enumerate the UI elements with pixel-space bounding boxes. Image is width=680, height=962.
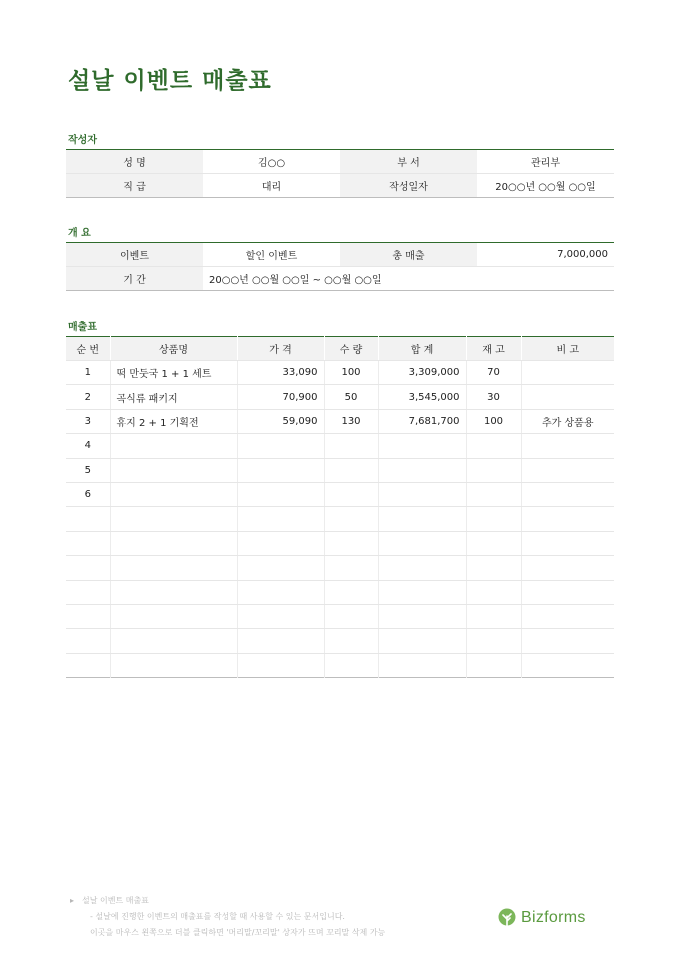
cell-no[interactable]: 3 xyxy=(66,409,110,433)
cell-quantity[interactable] xyxy=(324,507,378,531)
cell-stock[interactable] xyxy=(466,604,521,628)
document-title: 설날 이벤트 매출표 xyxy=(68,68,272,94)
header-note: 비 고 xyxy=(521,337,614,361)
department-label: 부 서 xyxy=(340,150,477,174)
cell-quantity[interactable] xyxy=(324,556,378,580)
author-table xyxy=(66,149,614,198)
table-row xyxy=(66,434,614,458)
overview-section-label: 개 요 xyxy=(68,228,91,239)
table-row xyxy=(66,361,614,385)
cell-price[interactable] xyxy=(237,507,324,531)
footer-line-1: 설날 이벤트 매출표 xyxy=(82,896,149,905)
cell-total[interactable] xyxy=(378,629,466,653)
author-section-label: 작성자 xyxy=(68,135,97,146)
cell-note[interactable] xyxy=(521,507,614,531)
cell-stock[interactable] xyxy=(466,556,521,580)
header-no: 순 번 xyxy=(66,337,110,361)
table-row xyxy=(66,409,614,433)
table-row xyxy=(66,629,614,653)
cell-note[interactable] xyxy=(521,458,614,482)
cell-no[interactable] xyxy=(66,580,110,604)
cell-total[interactable] xyxy=(378,434,466,458)
cell-note[interactable]: 추가 상품용 xyxy=(521,409,614,433)
cell-price[interactable] xyxy=(237,434,324,458)
cell-total[interactable] xyxy=(378,507,466,531)
cell-stock[interactable] xyxy=(466,482,521,506)
cell-price[interactable]: 70,900 xyxy=(237,385,324,409)
cell-quantity[interactable]: 130 xyxy=(324,409,378,433)
cell-note[interactable] xyxy=(521,556,614,580)
table-row xyxy=(66,556,614,580)
cell-note[interactable] xyxy=(521,361,614,385)
total-sales-label: 총 매출 xyxy=(340,243,477,267)
cell-stock[interactable] xyxy=(466,434,521,458)
cell-total[interactable] xyxy=(378,580,466,604)
cell-no[interactable]: 5 xyxy=(66,458,110,482)
cell-total[interactable]: 3,309,000 xyxy=(378,361,466,385)
cell-total[interactable] xyxy=(378,556,466,580)
cell-quantity[interactable] xyxy=(324,482,378,506)
cell-note[interactable] xyxy=(521,580,614,604)
cell-no[interactable] xyxy=(66,556,110,580)
cell-note[interactable] xyxy=(521,531,614,555)
cell-product[interactable]: 떡 만둣국 1 + 1 세트 xyxy=(110,361,237,385)
cell-quantity[interactable] xyxy=(324,580,378,604)
table-row xyxy=(66,580,614,604)
cell-price[interactable] xyxy=(237,604,324,628)
cell-price[interactable] xyxy=(237,629,324,653)
cell-stock[interactable] xyxy=(466,507,521,531)
bizforms-logo xyxy=(497,908,586,928)
cell-price[interactable] xyxy=(237,531,324,555)
header-stock: 재 고 xyxy=(466,337,521,361)
cell-product[interactable] xyxy=(110,556,237,580)
date-label: 작성일자 xyxy=(340,174,477,198)
cell-price[interactable]: 33,090 xyxy=(237,361,324,385)
cell-stock[interactable] xyxy=(466,531,521,555)
cell-price[interactable] xyxy=(237,458,324,482)
cell-price[interactable] xyxy=(237,580,324,604)
cell-product[interactable] xyxy=(110,604,237,628)
cell-note[interactable] xyxy=(521,434,614,458)
cell-note[interactable] xyxy=(521,604,614,628)
date-value[interactable]: 20○○년 ○○월 ○○일 xyxy=(495,182,596,193)
cell-no[interactable]: 6 xyxy=(66,482,110,506)
cell-product[interactable] xyxy=(110,653,237,677)
cell-note[interactable] xyxy=(521,385,614,409)
cell-no[interactable] xyxy=(66,531,110,555)
footer-notes xyxy=(70,893,385,941)
cell-stock[interactable] xyxy=(466,580,521,604)
position-value[interactable]: 대리 xyxy=(261,182,282,193)
cell-no[interactable]: 2 xyxy=(66,385,110,409)
period-label: 기 간 xyxy=(66,267,203,291)
cell-total[interactable] xyxy=(378,482,466,506)
cell-product[interactable] xyxy=(110,507,237,531)
sales-section-label: 매출표 xyxy=(68,322,97,333)
cell-product[interactable] xyxy=(110,434,237,458)
sales-table xyxy=(66,336,614,678)
name-label: 성 명 xyxy=(66,150,203,174)
cell-total[interactable] xyxy=(378,604,466,628)
sales-header-row xyxy=(66,337,614,361)
cell-stock[interactable] xyxy=(466,629,521,653)
cell-product[interactable]: 휴지 2 + 1 기획전 xyxy=(110,409,237,433)
header-price: 가 격 xyxy=(237,337,324,361)
cell-total[interactable] xyxy=(378,531,466,555)
cell-product[interactable] xyxy=(110,458,237,482)
name-value[interactable]: 김○○ xyxy=(203,150,340,174)
footer-line-2: - 설날에 진행한 이벤트의 매출표를 작성할 때 사용할 수 있는 문서입니다. xyxy=(90,912,345,921)
cell-product[interactable] xyxy=(110,580,237,604)
cell-quantity[interactable] xyxy=(324,531,378,555)
table-row xyxy=(66,531,614,555)
total-sales-value[interactable]: 7,000,000 xyxy=(477,243,614,267)
cell-note[interactable] xyxy=(521,482,614,506)
cell-no[interactable]: 1 xyxy=(66,361,110,385)
cell-quantity[interactable] xyxy=(324,604,378,628)
table-row xyxy=(66,482,614,506)
header-product: 상품명 xyxy=(110,337,237,361)
table-row xyxy=(66,604,614,628)
author-row xyxy=(66,150,614,174)
overview-row xyxy=(66,243,614,267)
cell-stock[interactable] xyxy=(466,653,521,677)
cell-note[interactable] xyxy=(521,653,614,677)
cell-product[interactable] xyxy=(110,531,237,555)
cell-note[interactable] xyxy=(521,629,614,653)
cell-quantity[interactable] xyxy=(324,434,378,458)
position-label: 직 급 xyxy=(66,174,203,198)
cell-no[interactable] xyxy=(66,507,110,531)
cell-total[interactable] xyxy=(378,653,466,677)
cell-price[interactable] xyxy=(237,556,324,580)
footer-line-3: 이곳을 마우스 왼쪽으로 더블 클릭하면 '머리말/꼬리말' 상자가 뜨며 꼬리말 삭제 가능 xyxy=(90,928,386,937)
cell-stock[interactable] xyxy=(466,458,521,482)
department-value[interactable]: 관리부 xyxy=(477,150,614,174)
event-value[interactable]: 할인 이벤트 xyxy=(203,243,340,267)
cell-stock[interactable]: 100 xyxy=(466,409,521,433)
cell-no[interactable]: 4 xyxy=(66,434,110,458)
cell-total[interactable] xyxy=(378,458,466,482)
cell-quantity[interactable]: 100 xyxy=(324,361,378,385)
logo-text: Bizforms xyxy=(521,909,586,926)
cell-total[interactable]: 7,681,700 xyxy=(378,409,466,433)
cell-no[interactable] xyxy=(66,604,110,628)
cell-product[interactable]: 곡식류 패키지 xyxy=(110,385,237,409)
cell-total[interactable]: 3,545,000 xyxy=(378,385,466,409)
cell-no[interactable] xyxy=(66,629,110,653)
cell-stock[interactable]: 70 xyxy=(466,361,521,385)
overview-table xyxy=(66,242,614,291)
table-row xyxy=(66,653,614,677)
header-total: 합 계 xyxy=(378,337,466,361)
overview-row xyxy=(66,267,614,291)
cell-price[interactable] xyxy=(237,653,324,677)
cell-quantity[interactable]: 50 xyxy=(324,385,378,409)
cell-product[interactable] xyxy=(110,482,237,506)
table-row xyxy=(66,385,614,409)
cell-price[interactable]: 59,090 xyxy=(237,409,324,433)
event-label: 이벤트 xyxy=(66,243,203,267)
period-value[interactable]: 20○○년 ○○월 ○○일 ~ ○○월 ○○일 xyxy=(209,275,382,286)
cell-stock[interactable]: 30 xyxy=(466,385,521,409)
table-row xyxy=(66,507,614,531)
cell-quantity[interactable] xyxy=(324,629,378,653)
cell-quantity[interactable] xyxy=(324,458,378,482)
cell-no[interactable] xyxy=(66,653,110,677)
tree-icon xyxy=(497,908,517,928)
cell-quantity[interactable] xyxy=(324,653,378,677)
cell-price[interactable] xyxy=(237,482,324,506)
cell-product[interactable] xyxy=(110,629,237,653)
author-row xyxy=(66,174,614,198)
arrow-icon: ▸ xyxy=(70,896,75,905)
table-row xyxy=(66,458,614,482)
header-quantity: 수 량 xyxy=(324,337,378,361)
